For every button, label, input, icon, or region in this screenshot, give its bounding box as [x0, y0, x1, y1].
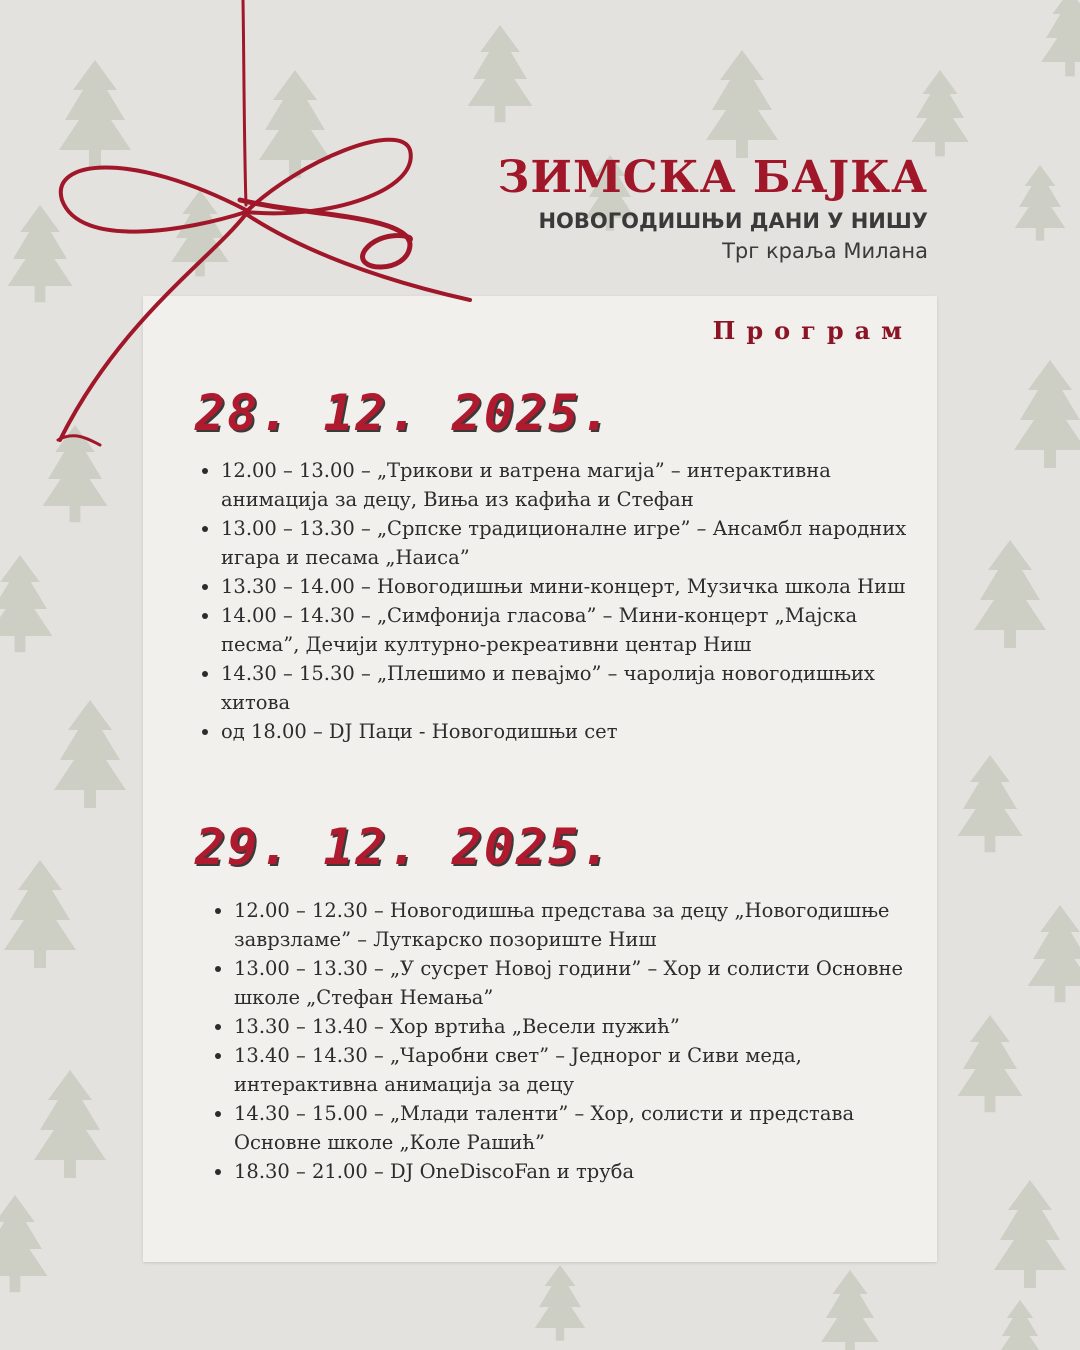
list-item: • 13.00 – 13.30 – „Српске традиционалне игре” – Ансамбл народних игара и песама „Наиса” [221, 514, 931, 572]
day-2-date: 29. 12. 2025. [195, 818, 613, 876]
list-item: • 18.30 – 21.00 – DJ OneDiscoFan и труба [234, 1157, 914, 1186]
list-item: • 13.00 – 13.30 – „У сусрет Новој години” – Хор и солисти Основне школе „Стефан Немања” [234, 954, 914, 1012]
list-item: • 13.30 – 13.40 – Хор вртића „Весели пужић” [234, 1012, 914, 1041]
list-item: • 14.30 – 15.30 – „Плешимо и певајмо” – чаролија новогодишњих хитова [221, 659, 931, 717]
event-location: Трг краља Милана [722, 239, 928, 263]
list-item: • 12.00 – 12.30 – Новогодишња представа за децу „Новогодишње заврзламе” – Луткарско позориште Ниш [234, 896, 914, 954]
list-item: • од 18.00 – DJ Паци - Новогодишњи сет [221, 717, 931, 746]
list-item: • 13.30 – 14.00 – Новогодишњи мини-концерт, Музичка школа Ниш [221, 572, 931, 601]
event-subtitle: НОВОГОДИШЊИ ДАНИ У НИШУ [538, 209, 928, 233]
page-title: ЗИМСКА БАЈКА [497, 152, 928, 203]
day-2-event-list [212, 896, 914, 1186]
program-card [143, 296, 937, 1262]
program-label: Програм [712, 316, 913, 345]
list-item: • 14.30 – 15.00 – „Млади таленти” – Хор, солисти и представа Основне школе „Коле Рашић” [234, 1099, 914, 1157]
list-item: • 13.40 – 14.30 – „Чаробни свет” – Једнорог и Сиви меда, интерактивна анимација за децу [234, 1041, 914, 1099]
list-item: • 12.00 – 13.00 – „Трикови и ватрена магија” – интерактивна анимација за децу, Виња из кафића и Стефан [221, 456, 931, 514]
day-1-event-list [199, 456, 931, 746]
event-header [498, 150, 928, 266]
day-1-date: 28. 12. 2025. [195, 384, 613, 442]
list-item: • 14.00 – 14.30 – „Симфонија гласова” – Мини-концерт „Мајска песма”, Дечији културно-рекреативни центар Ниш [221, 601, 931, 659]
